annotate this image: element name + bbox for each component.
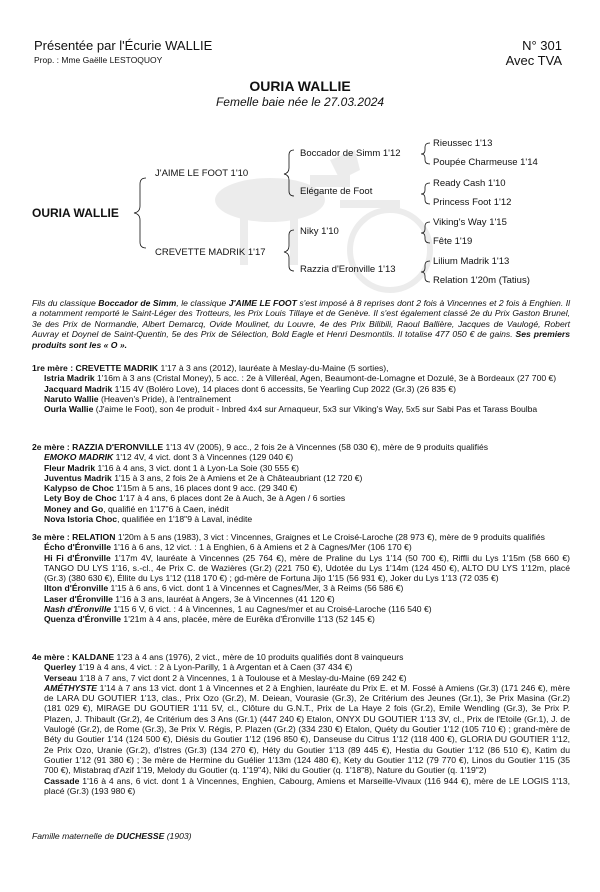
- pedigree-ggp-3: Ready Cash 1'10: [433, 178, 506, 189]
- fourth-dam-section: 4e mère : KALDANE 1'23 à 4 ans (1976), 2 vict., mère de 10 produits qualifiés dont 8 vainqueurs Querley 1'19 à 4 ans, 4 vict. : 2 à Lyon-Parilly, 1 à Argentan et à Caen (37 434 €) Verseau 1'18 à 7 ans, 7 vict dont 2 à Vincennes, 1 à Toulouse et à Meslay-du-Maine (69 242 €) AMÉTHYSTE 1'14 à 7 ans 13 vict. dont 1 à Vincennes et 2 à Enghien, lauréate du Prix E. et M. Fossé à Amiens (Gr.3) (171 246 €), mère de LARA DU GOUTIER 1'13, clas., Prix Ozo (Gr.2), M. Deiean, Vourasie (Gr.3), 2e Critérium des Jeunes (Gr.1), 3e Prix Masina (Gr.2) (181 029 €), MIRAGE DU GOUTIER 1'11 5V, cl., Clôture du G.N.T., Prix de La Haye 2 fois (Gr.2), Emile Wendling (Gr.3), 3e Prix P. Plazen, J. Thibault (Gr.2), 4e Critérium des 3 Ans (Gr.1) (447 240 €) Etalon, ONYX DU GOUTIER 1'13 3V, cl., Prix de l'Etoile (Gr.1), J. de Vaulogé (Gr.2), de Rome (Gr.3), 3e Prix V. Régis, P. Plazen (Gr.2) (334 230 €) Etalon, Quéty du Goutier 1'12 (105 710 €) ; grand-mère de Béty du Goutier 1'14 (124 500 €), Diésis du Goutier 1'12 (196 850 €), Danseuse du Citrus 1'12 (118 400 €), GLORIA DU GOUTIER 1'12, 2e Prix Ozo, Uranie (Gr.2), d'Istres (Gr.3) (134 270 €), Héty du Goutier 1'13 (89 445 €), Hestia du Goutier 1'12 (86 510 €), Katim du Goutier 1'12 (91 380 €) ; 3e mère de Hermine du Guélier 1'13m (124 480 €), Kety du Goutier 1'12 (79 770 €), Linos du Goutier 1'15 (35 700 €), Mistabraq d'Azif 1'19, Melody du Goutier (q. 1'19"4), Niki du Goutier (q. 1'18"8), Nature du Goutier (q. 1'19"2) Cassade 1'16 à 4 ans, 6 vict. dont 1 à Vincennes, Enghien, Cabourg, Amiens et Marseille-Vivaux (116 944 €), mère de LE LOGIS 1'13, placé (Gr.3) (193 980 €): [32, 652, 570, 796]
- list-item: Ourla Wallie (J'aime le Foot), son 4e produit - Inbred 4x4 sur Arnaqueur, 5x3 sur Viking's Way, 5x5 sur Sabi Pas et Tarass Boulba: [44, 404, 538, 415]
- list-item: Naruto Wallie (Heaven's Pride), à l'entraînement: [44, 393, 231, 404]
- pedigree-dam: CREVETTE MADRIK 1'17: [155, 247, 266, 258]
- pedigree-sire-sire: Boccador de Simm 1'12: [300, 148, 401, 159]
- list-item: Nova Istoria Choc, qualifiée en 1'18"9 à Laval, inédite: [44, 514, 253, 525]
- list-item: Cassade 1'16 à 4 ans, 6 vict. dont 1 à Vincennes, Enghien, Cabourg, Amiens et Marseille-Vivaux (116 944 €), mère de LE LOGIS 1'13, placé (Gr.3) (193 980 €): [44, 775, 570, 796]
- list-item: Nash d'Éronville 1'15 6 V, 6 vict. : 4 à Vincennes, 1 au Cagnes/mer et au Croisé-Laroche (116 540 €): [44, 604, 432, 615]
- list-item: AMÉTHYSTE 1'14 à 7 ans 13 vict. dont 1 à Vincennes et 2 à Enghien, lauréate du Prix E. et M. Fossé à Amiens (Gr.3) (171 246 €), mère de LARA DU GOUTIER 1'13, clas., Prix Ozo (Gr.2), M. Deiean, Vourasie (Gr.3), 2e Critérium des Jeunes (Gr.1), 3e Prix Masina (Gr.2) (181 029 €), MIRAGE DU GOUTIER 1'11 5V, cl., Clôture du G.N.T., Prix de La Haye 2 fois (Gr.2), Emile Wendling (Gr.3), 3e Prix P. Plazen, J. Thibault (Gr.2), 4e Critérium des 3 Ans (Gr.1) (447 240 €) Etalon, ONYX DU GOUTIER 1'13 3V, cl., Prix de l'Etoile (Gr.1), J. de Vaulogé (Gr.2), de Rome (Gr.3), 3e Prix V. Régis, P. Plazen (Gr.2) (334 230 €) Etalon, Quéty du Goutier 1'12 (105 710 €) ; grand-mère de Béty du Goutier 1'14 (124 500 €), Diésis du Goutier 1'12 (196 850 €), Danseuse du Citrus 1'12 (118 400 €), GLORIA DU GOUTIER 1'12, 2e Prix Ozo, Uranie (Gr.2), d'Istres (Gr.3) (134 270 €), Héty du Goutier 1'13 (89 445 €), Hestia du Goutier 1'12 (86 510 €), Katim du Goutier 1'12 (91 380 €) ; 3e mère de Hermine du Guélier 1'13m (124 480 €), Kety du Goutier 1'12 (79 770 €), Linos du Goutier 1'15 (35 700 €), Mistabraq d'Azif 1'19, Melody du Goutier (q. 1'19"4), Niki du Goutier (q. 1'18"8), Nature du Goutier (q. 1'19"2): [44, 682, 570, 776]
- maternal-family-note: Famille maternelle de DUCHESSE (1903): [32, 831, 192, 841]
- pedigree-sire-dam: Elégante de Foot: [300, 186, 373, 197]
- pedigree-ggp-1: Rieussec 1'13: [433, 138, 493, 149]
- list-item: Kalypso de Choc 1'15m à 5 ans, 16 places dont 9 acc. (29 340 €): [44, 483, 298, 494]
- list-item: Ilton d'Éronville 1'15 à 6 ans, 6 vict. dont 1 à Vincennes et Cagnes/Mer, 3 à Reims (56 586 €): [44, 583, 404, 594]
- tax-status: Avec TVA: [505, 53, 562, 68]
- list-item: Verseau 1'18 à 7 ans, 7 vict dont 2 à Vincennes, 1 à Toulouse et à Meslay-du-Maine (69 242 €): [44, 672, 407, 683]
- pedigree-sire: J'AIME LE FOOT 1'10: [155, 168, 249, 179]
- pedigree-ggp-5: Viking's Way 1'15: [433, 217, 507, 228]
- pedigree-ggp-7: Lilium Madrik 1'13: [433, 256, 510, 267]
- pedigree-subject: OURIA WALLIE: [32, 206, 119, 220]
- lot-number: N° 301: [522, 38, 562, 53]
- third-dam-section: 3e mère : RELATION 1'20m à 5 ans (1983), 3 vict : Vincennes, Graignes et Le Croisé-Laroche (28 973 €), mère de 9 produits qualifiés Écho d'Éronville 1'16 à 6 ans, 12 vict. : 1 à Enghien, 6 à Amiens et 2 à Cagnes/Mer (106 170 €) Hi Fi d'Éronville 1'17m 4V, lauréate à Vincennes (25 764 €), mère de Praline du Lys 1'14 (50 700 €), Riffli du Lys 1'15m (58 660 €) TANGO DU LYS 1'16, s.-cl., 4e Prix C. de Wazières (Gr.2) (221 750 €), Udotée du Lys 1'14m (124 450 €), ALTO DU LYS 1'12m, placé (Gr.3) (380 630 €), Éllite du Lys 1'12 (118 170 €) ; gd-mère de Fortuna Jijo 1'15 (56 931 €), Joker du Lys 1'13 (72 035 €) Ilton d'Éronville 1'15 à 6 ans, 6 vict. dont 1 à Vincennes et Cagnes/Mer, 3 à Reims (56 586 €) Laser d'Éronville 1'16 à 3 ans, lauréat à Angers, 3e à Vincennes (41 120 €) Nash d'Éronville 1'15 6 V, 6 vict. : 4 à Vincennes, 1 au Cagnes/mer et au Croisé-Laroche (116 540 €) Quenza d'Éronville 1'21m à 4 ans, placée, mère de Eurêka d'Éronville 1'13 (52 145 €): [32, 532, 570, 625]
- first-dam-section: 1re mère : CREVETTE MADRIK 1'17 à 3 ans (2012), lauréate à Meslay-du-Maine (5 sorties), Istria Madrik 1'16m à 3 ans (Cristal Money), 5 acc. : 2e à Villeréal, Agen, Beaumont-de-Lomagne et Dozulé, 3e à Bordeaux (27 700 €) Jacquard Madrik 1'15 4V (Boléro Love), 14 places dont 6 accessits, 5e Yearling Cup 2022 (Gr.3) (26 835 €) Naruto Wallie (Heaven's Pride), à l'entraînement Ourla Wallie (J'aime le Foot), son 4e produit - Inbred 4x4 sur Arnaqueur, 5x3 sur Viking's Way, 5x5 sur Sabi Pas et Tarass Boulba: [32, 363, 570, 414]
- list-item: Fleur Madrik 1'16 à 4 ans, 3 vict. dont 1 à Lyon-La Soie (30 555 €): [44, 462, 299, 473]
- pedigree-dam-dam: Razzia d'Eronville 1'13: [300, 264, 396, 275]
- list-item: Écho d'Éronville 1'16 à 6 ans, 12 vict. : 1 à Enghien, 6 à Amiens et 2 à Cagnes/Mer (106 170 €): [44, 542, 412, 553]
- list-item: Money and Go, qualifié en 1'17"6 à Caen, inédit: [44, 503, 229, 514]
- list-item: Hi Fi d'Éronville 1'17m 4V, lauréate à Vincennes (25 764 €), mère de Praline du Lys 1'14 (50 700 €), Riffli du Lys 1'15m (58 660 €) TANGO DU LYS 1'16, s.-cl., 4e Prix C. de Wazières (Gr.2) (221 750 €), Udotée du Lys 1'14m (124 450 €), ALTO DU LYS 1'12m, placé (Gr.3) (380 630 €), Éllite du Lys 1'12 (118 170 €) ; gd-mère de Fortuna Jijo 1'15 (56 931 €), Joker du Lys 1'13 (72 035 €): [44, 552, 570, 584]
- list-item: Quenza d'Éronville 1'21m à 4 ans, placée, mère de Eurêka d'Éronville 1'13 (52 145 €): [44, 614, 375, 625]
- owner: Prop. : Mme Gaëlle LESTOQUOY: [34, 55, 163, 65]
- horse-description: Femelle baie née le 27.03.2024: [215, 95, 385, 109]
- pedigree-ggp-8: Relation 1'20m (Tatius): [433, 275, 530, 286]
- pedigree-ggp-6: Fête 1'19: [433, 236, 473, 247]
- list-item: Juventus Madrik 1'15 à 3 ans, 2 fois 2e à Amiens et 2e à Châteaubriant (12 720 €): [44, 472, 363, 483]
- list-item: Querley 1'19 à 4 ans, 4 vict. : 2 à Lyon-Parilly, 1 à Argentan et à Caen (37 434 €): [44, 662, 353, 673]
- list-item: Lety Boy de Choc 1'17 à 4 ans, 6 places dont 2e à Auch, 3e à Agen / 6 sorties: [44, 493, 346, 504]
- pedigree-ggp-4: Princess Foot 1'12: [433, 197, 512, 208]
- pedigree-ggp-2: Poupée Charmeuse 1'14: [433, 157, 538, 168]
- list-item: Laser d'Éronville 1'16 à 3 ans, lauréat à Angers, 3e à Vincennes (41 120 €): [44, 593, 335, 604]
- presented-by: Présentée par l'Écurie WALLIE: [34, 38, 213, 53]
- pedigree-dam-sire: Niky 1'10: [300, 226, 339, 237]
- list-item: Jacquard Madrik 1'15 4V (Boléro Love), 14 places dont 6 accessits, 5e Yearling Cup 2022 (Gr.3) (26 835 €): [44, 383, 456, 394]
- list-item: Istria Madrik 1'16m à 3 ans (Cristal Money), 5 acc. : 2e à Villeréal, Agen, Beaumont-de-Lomagne et Dozulé, 3e à Bordeaux (27 700 €): [44, 373, 557, 384]
- horse-name: OURIA WALLIE: [249, 78, 351, 94]
- second-dam-section: 2e mère : RAZZIA D'ERONVILLE 1'13 4V (2005), 9 acc., 2 fois 2e à Vincennes (58 030 €), mère de 9 produits qualifiés EMOKO MADRIK 1'12 4V, 4 vict. dont 3 à Vincennes (129 040 €) Fleur Madrik 1'16 à 4 ans, 3 vict. dont 1 à Lyon-La Soie (30 555 €) Juventus Madrik 1'15 à 3 ans, 2 fois 2e à Amiens et 2e à Châteaubriant (12 720 €) Kalypso de Choc 1'15m à 5 ans, 16 places dont 9 acc. (29 340 €) Lety Boy de Choc 1'17 à 4 ans, 6 places dont 2e à Auch, 3e à Agen / 6 sorties Money and Go, qualifié en 1'17"6 à Caen, inédit Nova Istoria Choc, qualifiée en 1'18"9 à Laval, inédite: [32, 442, 570, 524]
- sire-description: Fils du classique Boccador de Simm, le classique J'AIME LE FOOT s'est imposé à 8 reprises dont 2 fois à Vincennes et 2 fois à Enghien. Il a notamment remporté le Saint-Léger des Trotteurs, les Prix Louis Tillaye et de Genève. Il s'est également classé 2e du Prix Gaston Brunel, 3e des Prix de Normandie, Albert Demarcq, Ovide Moulinet, du Louvre, 4e des Prix Bilibili, Raoul Ballière, Jacques de Vaulogé, Robert Auvray et Doynel de Saint-Quentin, 5e des Prix de Sélection, Bold Eagle et Henri Desmontils. Il totalise 477 050 € de gains. Ses premiers produits sont les « O ».: [32, 298, 571, 350]
- list-item: EMOKO MADRIK 1'12 4V, 4 vict. dont 3 à Vincennes (129 040 €): [44, 452, 294, 463]
